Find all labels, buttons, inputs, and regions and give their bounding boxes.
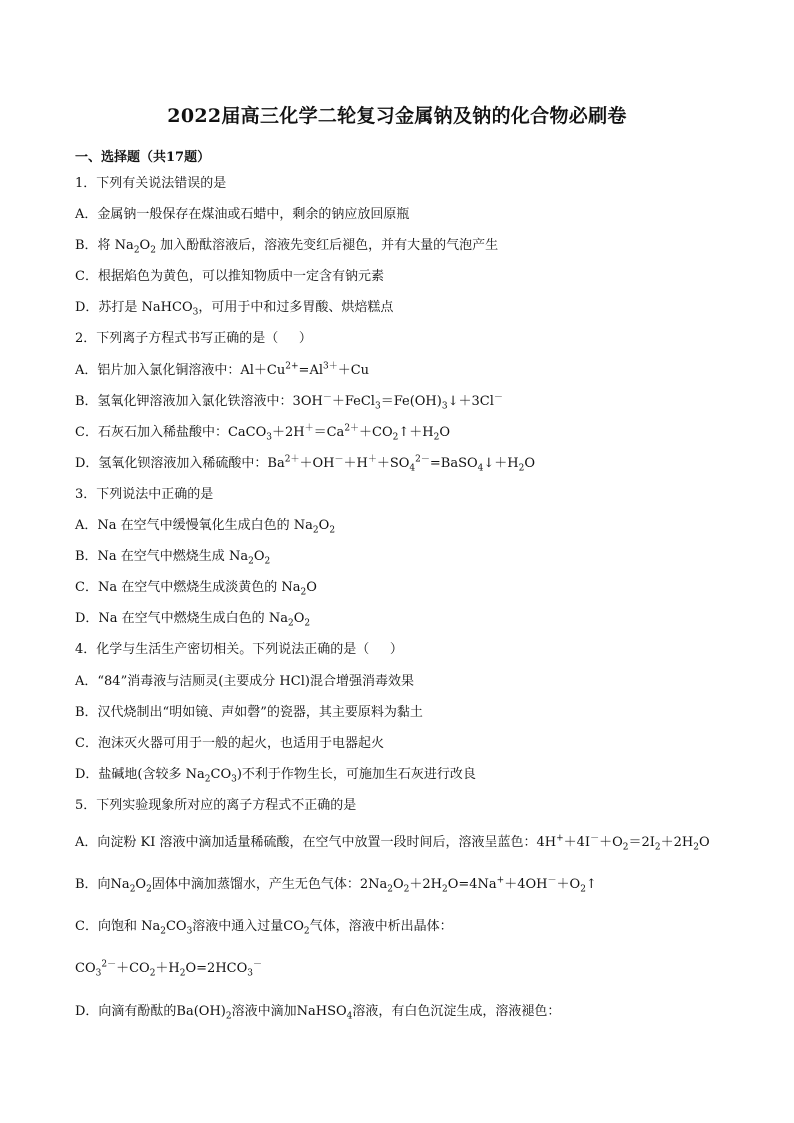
text-line: C．Na 在空气中燃烧生成淡黄色的 $Na_2O$	[75, 580, 317, 598]
text-line: A．金属钠一般保存在煤油或石蜡中，剩余的钠应放回原瓶	[75, 207, 410, 222]
text-line: D．盐碱地(含较多 $Na_2CO_3$)不利于作物生长，可施加生石灰进行改良	[75, 767, 476, 785]
text-line: D．氢氧化钡溶液加入稀硫酸中：$Ba^{2+}+OH^-+H^++SO_4^{2-}=BaSO_4↓+H_2O$	[75, 454, 536, 474]
text-line: A．铝片加入氯化铜溶液中：$Al+Cu^{2+}=Al^{3+}+Cu$	[75, 361, 370, 378]
text-line: C．向饱和 $Na_2CO_3$溶液中通入过量$CO_2$气体，溶液中析出晶体：	[75, 919, 453, 937]
text-line: 1．下列有关说法错误的是	[75, 176, 227, 191]
text-line: C．石灰石加入稀盐酸中：$CaCO_3+2H^+=Ca^{2+}+CO_2↑+H_2O$	[75, 423, 451, 443]
text-line: D．苏打是 NaHCO$_3$，可用于中和过多胃酸、烘焙糕点	[75, 300, 394, 318]
text-line: B．汉代烧制出“明如镜、声如磬”的瓷器，其主要原料为黏土	[75, 705, 423, 720]
text-line: B．Na 在空气中燃烧生成 $Na_2O_2$	[75, 549, 271, 567]
text-line: C．根据焰色为黄色，可以推知物质中一定含有钠元素	[75, 269, 384, 284]
text-line: C．泡沫灭火器可用于一般的起火，也适用于电器起火	[75, 736, 384, 751]
text-line: 2．下列离子方程式书写正确的是（ ）	[75, 331, 312, 346]
text-line: 4．化学与生活生产密切相关。下列说法正确的是（ ）	[75, 642, 403, 657]
text-line: D．向滴有酚酞的$Ba(OH)_2$溶液中滴加NaHSO$_4$溶液，有白色沉淀生成，溶液褪色：	[75, 1004, 561, 1022]
text-line: 3．下列说法中正确的是	[75, 487, 214, 502]
document-title: 2022届高三化学二轮复习金属钠及钠的化合物必刷卷	[167, 105, 627, 127]
text-line: A．Na 在空气中缓慢氧化生成白色的 $Na_2O_2$	[75, 518, 336, 536]
text-line: $CO_3^{2-}+CO_2+H_2O=2HCO_3^-$	[75, 959, 263, 979]
text-line: A．向淀粉 KI 溶液中滴加适量稀硫酸，在空气中放置一段时间后，溶液呈蓝色：$4H^++4I^-+O_2=2I_2+2H_2O$	[75, 833, 710, 853]
text-line: B．向$Na_2O_2$固体中滴加蒸馏水，产生无色气体：$2Na_2O_2+2H_2O=4Na^++4OH^-+O_2↑$	[75, 875, 597, 895]
section-heading: 一、选择题（共17题）	[75, 150, 211, 165]
text-line: B．氢氧化钾溶液加入氯化铁溶液中：$3OH^-+FeCl_3=Fe(OH)_3↓+3Cl^-$	[75, 392, 503, 412]
text-line: B．将 $Na_2O_2$ 加入酚酞溶液后，溶液先变红后褪色，并有大量的气泡产生	[75, 238, 499, 256]
text-line: 5．下列实验现象所对应的离子方程式不正确的是	[75, 798, 357, 813]
text-line: A．“84”消毒液与洁厕灵(主要成分 HCl)混合增强消毒效果	[75, 674, 414, 689]
text-line: D．Na 在空气中燃烧生成白色的 $Na_2O_2$	[75, 611, 311, 629]
